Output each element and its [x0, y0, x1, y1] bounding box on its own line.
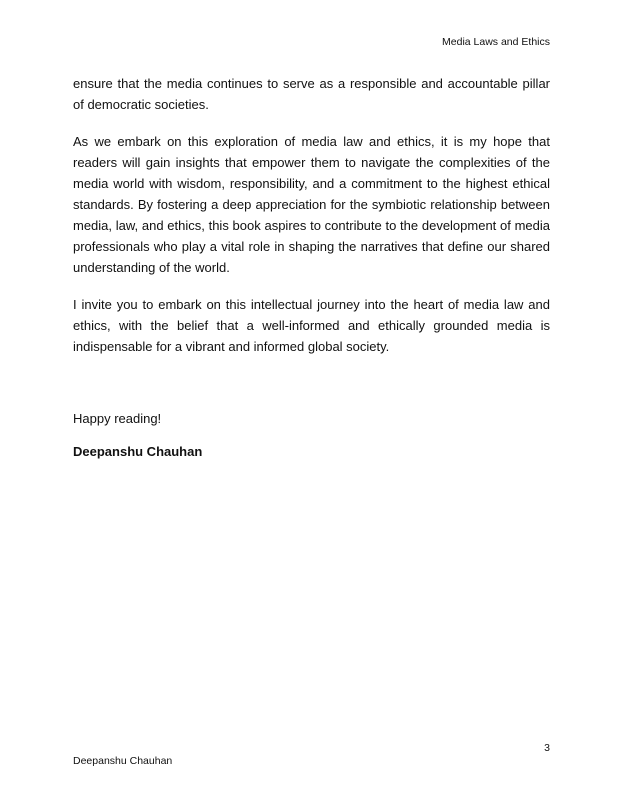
- spacer: [73, 373, 550, 408]
- page-number: 3: [544, 742, 550, 754]
- running-footer-author: Deepanshu Chauhan: [73, 755, 173, 767]
- paragraph-2: As we embark on this exploration of media law and ethics, it is my hope that readers will gain insights that empower them to navigate the complexities of the media world with wisdom, responsibility, and a commitment to the highest ethical standards. By fostering a deep appreciation for the symbiotic relationship between media, law, and ethics, this book aspires to contribute to the development of media professionals who play a vital role in shaping the narratives that define our shared understanding of the world.: [73, 134, 550, 275]
- body-text: [73, 73, 550, 462]
- paragraph-1: ensure that the media continues to serve as a responsible and accountable pillar of democratic societies.: [73, 76, 550, 112]
- paragraph-3: I invite you to embark on this intellectual journey into the heart of media law and ethics, with the belief that a well-informed and ethically grounded media is indispensable for a vibrant and informed global society.: [73, 297, 550, 354]
- author-signature: Deepanshu Chauhan: [73, 444, 203, 459]
- closing-line: Happy reading!: [73, 411, 162, 426]
- running-header-title: Media Laws and Ethics: [442, 36, 550, 48]
